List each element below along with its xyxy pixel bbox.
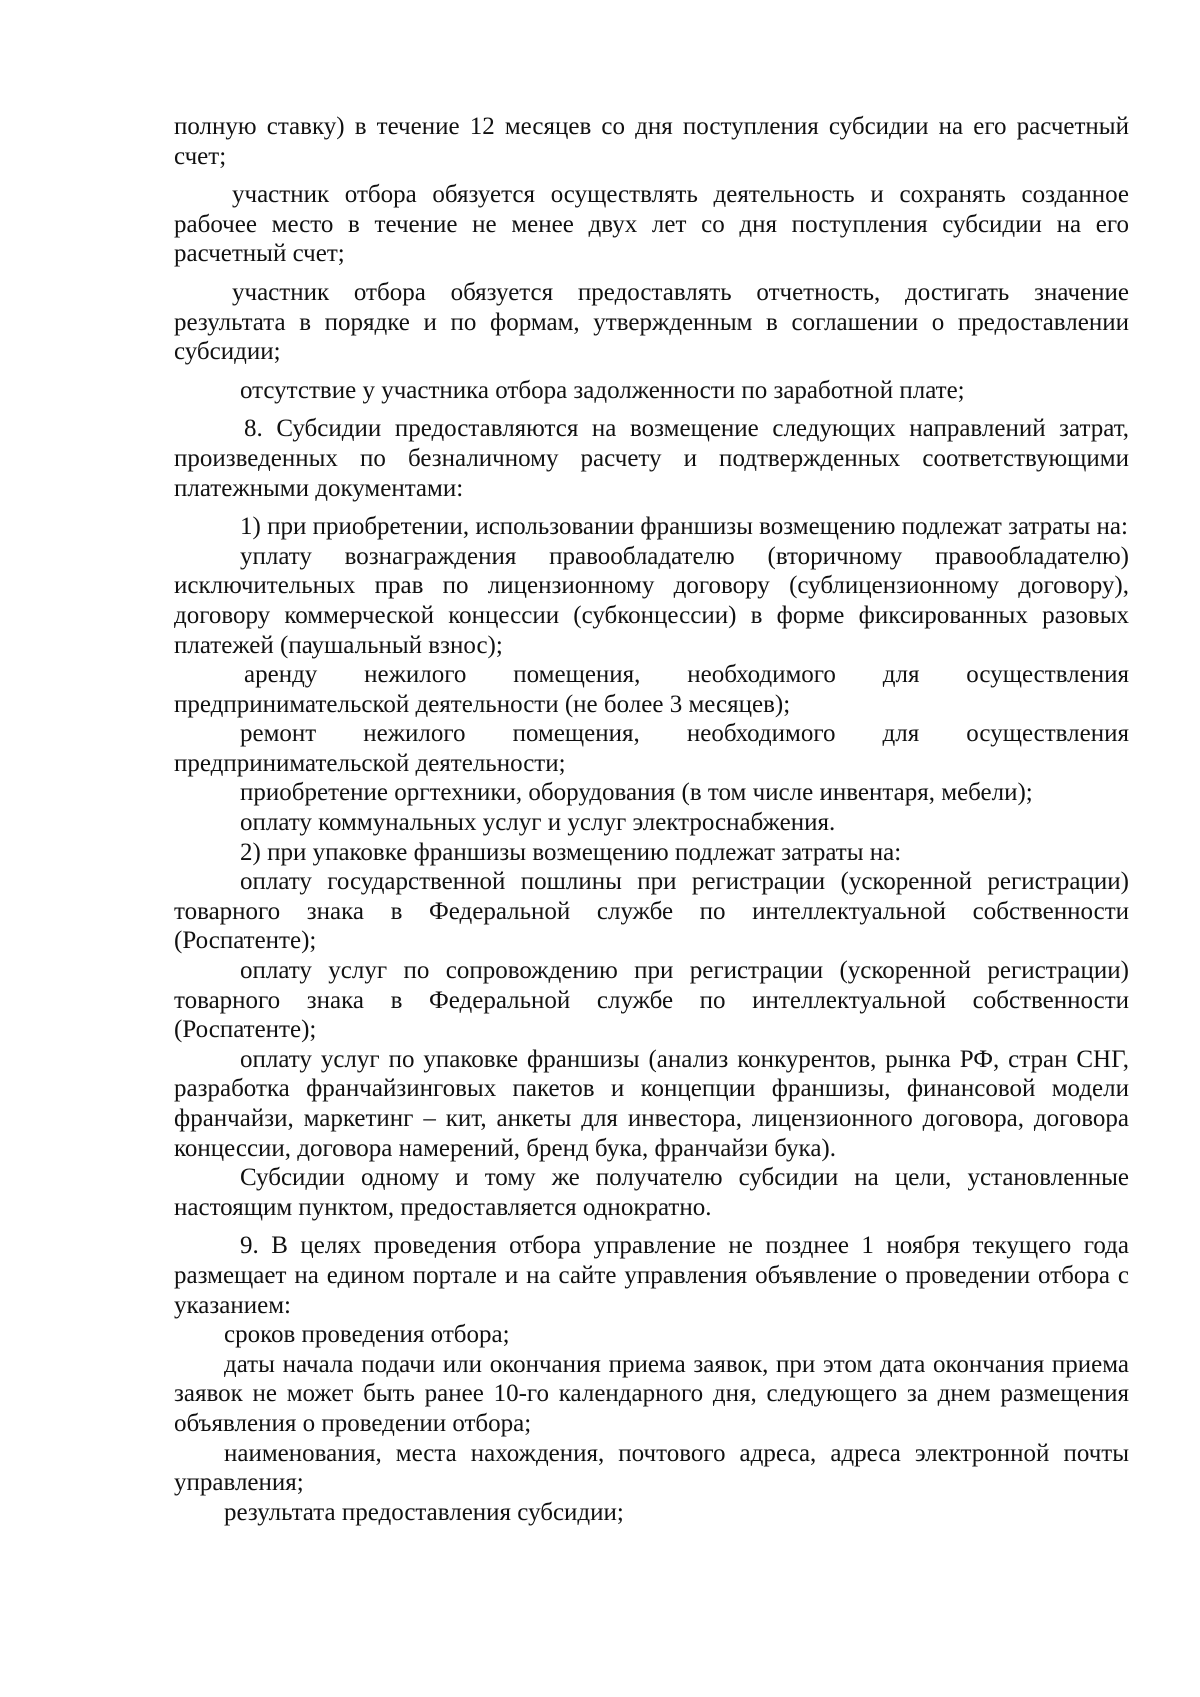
paragraph: оплату услуг по сопровождению при регистрации (ускоренной регистрации) товарного знака в Федеральной службе по интеллектуальной собственности (Роспатенте); (174, 957, 1129, 1044)
paragraph: аренду нежилого помещения, необходимого для осуществления предпринимательской деятельности (не более 3 месяцев); (174, 661, 1129, 718)
paragraph: 8. Субсидии предоставляются на возмещение следующих направлений затрат, произведенных по безналичному расчету и подтвержденных соответствующими платежными документами: (174, 415, 1129, 502)
paragraph: оплату услуг по упаковке франшизы (анализ конкурентов, рынка РФ, стран СНГ, разработка франчайзинговых пакетов и концепции франшизы, финансовой модели франчайзи, маркетинг – кит, анкеты для инвестора, лицензионного договора, договора концессии, договора намерений, бренд бука, франчайзи бука). (174, 1045, 1129, 1162)
paragraph: уплату вознаграждения правообладателю (вторичному правообладателю) исключительных прав по лицензионному договору (сублицензионному договору), договору коммерческой концессии (субконцессии) в форме фиксированных разовых платежей (паушальный взнос); (174, 542, 1129, 659)
paragraph: приобретение оргтехники, оборудования (в том числе инвентаря, мебели); (240, 779, 1033, 807)
paragraph: ремонт нежилого помещения, необходимого для осуществления предпринимательской деятельности; (174, 720, 1129, 777)
paragraph: 2) при упаковке франшизы возмещению подлежат затраты на: (240, 838, 902, 866)
paragraph: участник отбора обязуется осуществлять деятельность и сохранять созданное рабочее место в течение не менее двух лет со дня поступления субсидии на его расчетный счет; (174, 181, 1129, 268)
paragraph: даты начала подачи или окончания приема заявок, при этом дата окончания приема заявок не может быть ранее 10-го календарного дня, следующего за днем размещения объявления о проведении отбора; (174, 1350, 1129, 1437)
paragraph: отсутствие у участника отбора задолженности по заработной плате; (240, 376, 965, 404)
paragraph: Субсидии одному и тому же получателю субсидии на цели, установленные настоящим пунктом, предоставляется однократно. (174, 1164, 1129, 1221)
paragraph: оплату коммунальных услуг и услуг электроснабжения. (240, 809, 836, 837)
paragraph: 9. В целях проведения отбора управление не позднее 1 ноября текущего года размещает на едином портале и на сайте управления объявление о проведении отбора с указанием: (174, 1232, 1129, 1319)
paragraph: полную ставку) в течение 12 месяцев со дня поступления субсидии на его расчетный счет; (174, 113, 1129, 170)
paragraph: наименования, места нахождения, почтового адреса, адреса электронной почты управления; (174, 1439, 1129, 1497)
paragraph: сроков проведения отбора; (224, 1321, 510, 1349)
document-body (174, 112, 1129, 1527)
paragraph: 1) при приобретении, использовании франшизы возмещению подлежат затраты на: (240, 513, 1128, 541)
paragraph: участник отбора обязуется предоставлять отчетность, достигать значение результата в порядке и по формам, утвержденным в соглашении о предоставлении субсидии; (174, 278, 1129, 366)
paragraph: оплату государственной пошлины при регистрации (ускоренной регистрации) товарного знака в Федеральной службе по интеллектуальной собственности (Роспатенте); (174, 868, 1129, 955)
paragraph: результата предоставления субсидии; (224, 1498, 624, 1526)
